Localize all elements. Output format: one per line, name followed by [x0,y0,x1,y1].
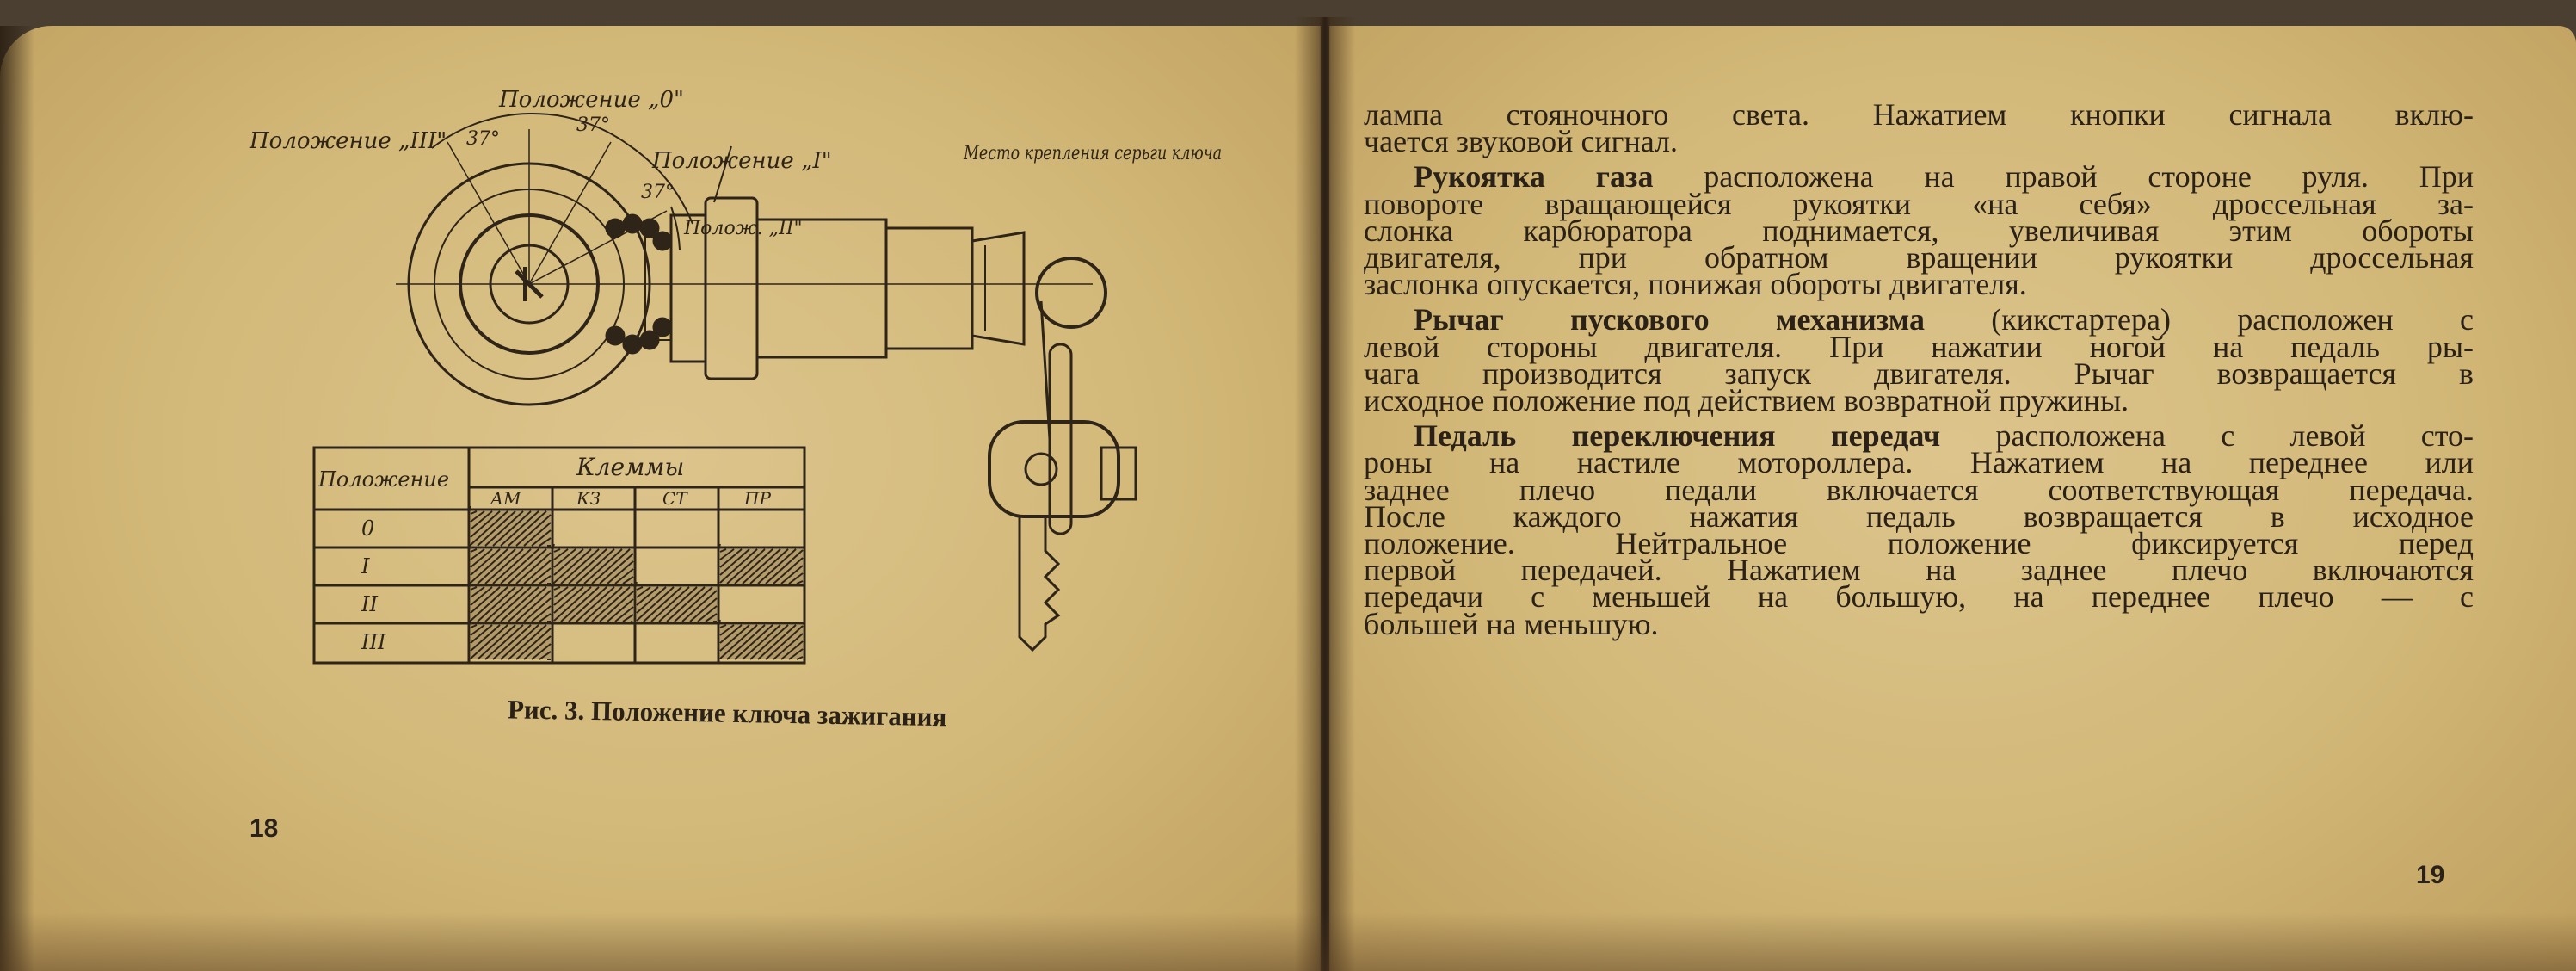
line-text: двигателя, при обратном вращении рукоятки дроссельная [1364,240,2474,275]
paragraph [1364,418,2474,641]
table-row-label-1: I [361,554,370,578]
text-line [1364,606,2474,641]
label-position-two: Полож. „II" [684,218,803,239]
line-text: заслонка опускается, понижая обороты двигателя. [1364,267,2027,302]
label-position-three: Положение „III" [250,128,447,154]
hatched-cell [718,620,803,659]
label-position-zero: Положение „0" [499,87,684,113]
line-text: заднее плечо педали включается соответствующая передача. [1364,472,2474,507]
hatched-cell [469,506,551,546]
line-text: передачи с меньшей на большую, на переднее плечо — с [1364,579,2474,615]
line-text: После каждого нажатия педаль возвращается в исходное [1364,498,2474,534]
page-bottom-shadow [0,912,2576,971]
table-row-label-0: 0 [361,516,375,541]
hatched-cell [469,544,551,584]
hatched-cell [552,582,633,622]
line-text: левой стороны двигателя. При нажатии ногой на педаль ры- [1364,329,2474,364]
hatched-cell [469,582,551,622]
line-text: чага производится запуск двигателя. Рычаг возвращается в [1364,356,2474,391]
page-edge-shadow [0,26,34,971]
hatched-cell [552,544,633,584]
line-text: положение. Нейтральное положение фиксируется перед [1364,526,2474,561]
text-line [1364,383,2474,418]
table-col-pr: ПР [744,488,771,509]
hatched-cell [718,544,803,584]
line-text: повороте вращающейся рукоятки «на себя» дроссельная за- [1364,186,2474,221]
line-text: (кикстартера) расположен с [1925,302,2474,337]
line-text: чается звуковой сигнал. [1364,124,1678,159]
table-col-am: АМ [490,488,521,509]
hatched-cell [469,620,551,659]
ignition-key [989,258,1136,650]
line-text: исходное положение под действием возвратной пружины. [1364,383,2129,418]
line-text: расположена на правой стороне руля. При [1653,159,2474,195]
label-angle-b: 37° [576,114,610,136]
book-gutter [1295,17,1355,971]
table-row-label-2: II [361,592,378,616]
label-position-one: Положение „I" [652,148,832,174]
table-group-header: Клеммы [576,453,685,481]
bold-term: Рукоятка газа [1414,159,1654,195]
paragraph [1364,159,2474,302]
line-text: роны на настиле мотороллера. Нажатием на переднее или [1364,445,2474,480]
bold-term: Педаль переключения передач [1414,418,1941,454]
page-number-left: 18 [250,814,279,843]
line-text: слонка карбюратора поднимается, увеличивая этим обороты [1364,213,2474,248]
bold-term: Рычаг пускового механизма [1414,302,1925,337]
line-text: первой передачей. Нажатием на заднее плечо включаются [1364,553,2474,588]
table-col-kz: КЗ [576,488,601,509]
text-line [1364,124,2474,159]
right-page-body-text [1364,97,2474,641]
paragraph [1364,302,2474,418]
table-col-st: СТ [662,488,687,509]
line-text: расположена с левой сто- [1940,418,2474,454]
table-row-label-3: III [361,630,386,654]
line-text: лампа стояночного света. Нажатием кнопки сигнала вклю- [1364,97,2474,132]
line-text: большей на меньшую. [1364,606,1659,641]
paragraph [1364,97,2474,159]
page-number-right: 19 [2416,861,2445,889]
label-key-mount: Место крепления серьги ключа [963,143,1222,164]
hatched-cell [635,582,717,622]
ignition-key-diagram [232,77,1239,714]
table-row-header: Положение [318,467,450,492]
label-angle-a: 37° [466,128,500,150]
text-line [1364,267,2474,302]
figure-caption: Рис. 3. Положение ключа зажигания [507,694,947,733]
label-angle-c: 37° [641,182,675,203]
